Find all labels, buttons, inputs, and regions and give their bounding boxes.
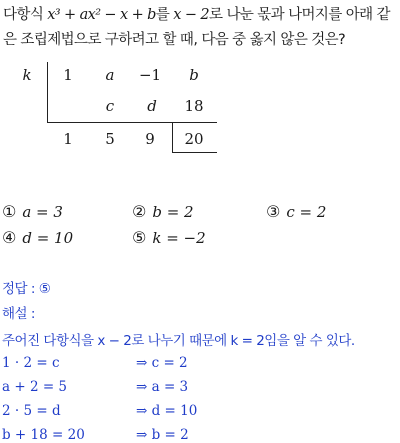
question-mid: 를 bbox=[155, 7, 174, 23]
question-polynomial: x³ + ax² − x + b bbox=[47, 7, 156, 23]
choice-4-text: d = 10 bbox=[22, 229, 74, 247]
cell-r2-c4: 18 bbox=[184, 97, 204, 115]
step-2-right: ⇒ a = 3 bbox=[136, 379, 189, 395]
step-3-right: ⇒ d = 10 bbox=[136, 403, 198, 419]
cell-r1-c3: −1 bbox=[138, 66, 162, 84]
cell-r2-c2: c bbox=[105, 97, 115, 115]
choice-1-mark: ① bbox=[2, 202, 17, 221]
step-1-right: ⇒ c = 2 bbox=[136, 355, 188, 371]
question-divisor: x − 2 bbox=[173, 7, 210, 23]
choice-3-mark: ③ bbox=[266, 202, 281, 221]
answer-label: 정답 : ⑤ bbox=[2, 281, 51, 297]
cell-r1-c4: b bbox=[189, 66, 199, 84]
question-suffix: 로 나눈 몫과 나머지를 아래 같 bbox=[209, 7, 390, 23]
choice-4[interactable] bbox=[2, 228, 73, 247]
choice-2-text: b = 2 bbox=[152, 203, 194, 221]
choice-5-text: k = −2 bbox=[152, 229, 206, 247]
choice-1[interactable] bbox=[2, 202, 63, 221]
choice-1-text: a = 3 bbox=[22, 203, 63, 221]
cell-r1-c1: 1 bbox=[63, 66, 73, 84]
step-2-left: a + 2 = 5 bbox=[2, 379, 68, 395]
choice-2[interactable] bbox=[132, 202, 194, 221]
step-1-left: 1 · 2 = c bbox=[2, 355, 60, 371]
divisor-k: k bbox=[22, 66, 32, 84]
choice-3-text: c = 2 bbox=[286, 203, 327, 221]
question-line-1 bbox=[3, 3, 390, 24]
choice-3[interactable] bbox=[266, 202, 326, 221]
step-3-left: 2 · 5 = d bbox=[2, 403, 61, 419]
step-4-right: ⇒ b = 2 bbox=[136, 427, 189, 443]
cell-r3-c1: 1 bbox=[63, 130, 73, 148]
cell-r3-c4: 20 bbox=[184, 130, 204, 148]
choice-2-mark: ② bbox=[132, 202, 147, 221]
step-4-left: b + 18 = 20 bbox=[2, 427, 85, 443]
remainder-box-left bbox=[172, 122, 173, 153]
question-line-2: 은 조립제법으로 구하려고 할 때, 다음 중 옳지 않은 것은? bbox=[3, 32, 346, 48]
choice-4-mark: ④ bbox=[2, 228, 17, 247]
cell-r3-c3: 9 bbox=[145, 130, 155, 148]
question-prefix: 다항식 bbox=[3, 7, 48, 23]
horizontal-divider bbox=[47, 122, 217, 123]
cell-r2-c3: d bbox=[147, 97, 157, 115]
choice-5-mark: ⑤ bbox=[132, 228, 147, 247]
remainder-box-bottom bbox=[172, 152, 217, 153]
choice-5[interactable] bbox=[132, 228, 206, 247]
cell-r1-c2: a bbox=[105, 66, 115, 84]
explanation-text: 주어진 다항식을 x − 2로 나누기 때문에 k = 2임을 알 수 있다. bbox=[2, 333, 355, 349]
explanation-label: 해설 : bbox=[2, 306, 35, 322]
cell-r3-c2: 5 bbox=[105, 130, 115, 148]
